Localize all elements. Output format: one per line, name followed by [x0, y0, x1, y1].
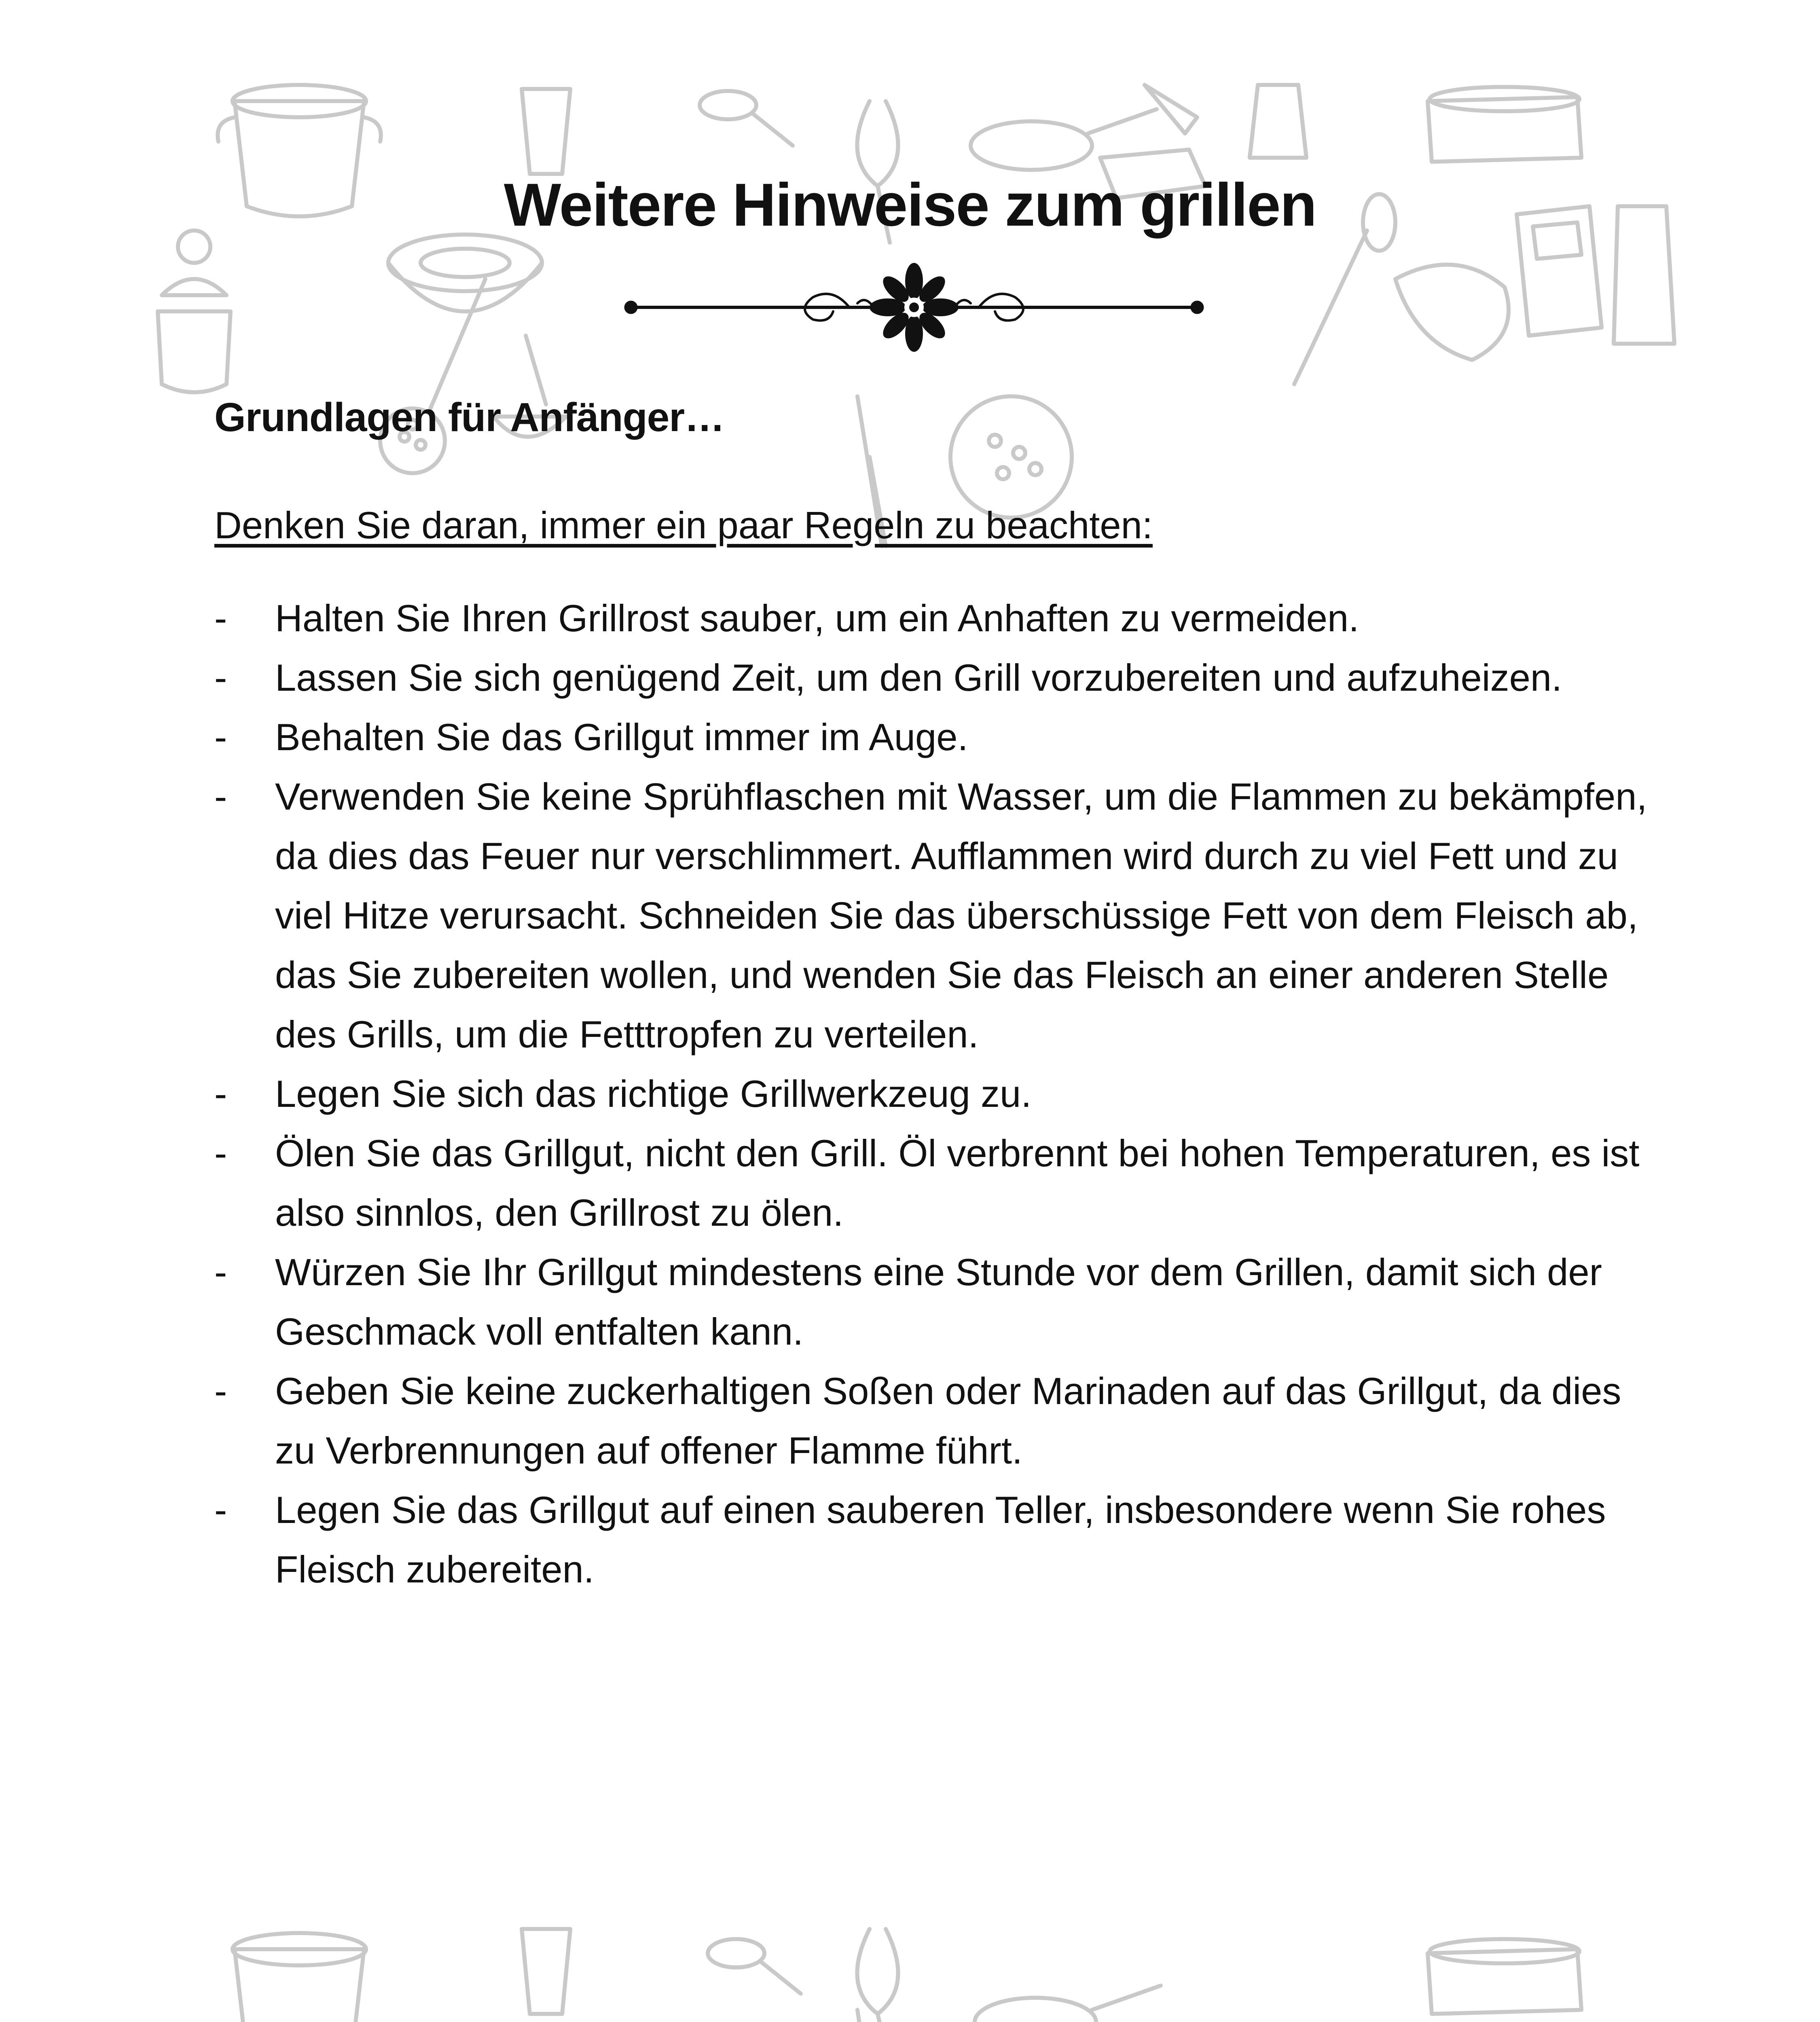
- spoon-icon: [708, 1939, 801, 1994]
- list-item: [214, 707, 1654, 767]
- list-item: [214, 767, 1654, 1064]
- rule-text: Behalten Sie das Grillgut immer im Auge.: [275, 716, 968, 758]
- bullet-dash: -: [214, 1072, 227, 1115]
- rolling-pin-icon: [857, 2010, 890, 2022]
- bullet-dash: -: [214, 1370, 227, 1412]
- spoon-icon: [700, 91, 793, 146]
- bullet-dash: -: [214, 656, 227, 699]
- cloth-icon: [1395, 264, 1509, 360]
- ornamental-divider: [623, 259, 1205, 356]
- glass-icon: [522, 1929, 570, 2014]
- bullet-dash: -: [214, 1132, 227, 1174]
- list-item: [214, 1123, 1654, 1242]
- intro-text: Denken Sie daran, immer ein paar Regeln zu beachten:: [214, 504, 1153, 546]
- bowl-icon: [388, 235, 542, 311]
- colander-icon: [950, 396, 1072, 518]
- rule-text: Legen Sie das Grillgut auf einen sauberen Teller, insbesondere wenn Sie rohes Fleisch zubereiten.: [275, 1489, 1606, 1591]
- rule-text: Ölen Sie das Grillgut, nicht den Grill. Öl verbrennt bei hohen Temperaturen, es ist also sinnlos, den Grillrost zu ölen.: [275, 1132, 1640, 1234]
- lidded-pot-icon: [158, 231, 231, 392]
- cake-pan-icon: [1428, 87, 1581, 162]
- rule-text: Verwenden Sie keine Sprühflaschen mit Wasser, um die Flammen zu bekämpfen, da dies das Feuer nur verschlimmert. Aufflammen wird durch zu viel Fett und zu viel Hitze verursacht. Schneiden Sie das überschüssige Fett von dem Fleisch ab, das Sie zubereiten wollen, und wenden Sie das Fleisch an einer anderen Stelle des Grills, um die Fetttropfen zu verteilen.: [275, 775, 1647, 1055]
- frying-pan-icon: [971, 109, 1157, 170]
- rules-list: [214, 588, 1654, 1599]
- section-heading: Grundlagen für Anfänger…: [214, 395, 725, 440]
- rule-text: Halten Sie Ihren Grillrost sauber, um ein Anhaften zu vermeiden.: [275, 597, 1359, 639]
- rule-text: Würzen Sie Ihr Grillgut mindestens eine Stunde vor dem Grillen, damit sich der Geschmack voll entfalten kann.: [275, 1251, 1602, 1353]
- flower-icon: [870, 263, 959, 352]
- cake-pan-icon: [1428, 1939, 1581, 2014]
- list-item: [214, 588, 1654, 648]
- rule-text: Lassen Sie sich genügend Zeit, um den Grill vorzubereiten und aufzuheizen.: [275, 656, 1562, 699]
- knife-icon: [1145, 85, 1197, 133]
- bullet-dash: -: [214, 716, 227, 758]
- list-item: [214, 1480, 1654, 1599]
- jar-icon: [1250, 85, 1306, 158]
- list-item: [214, 648, 1654, 707]
- rule-text: Legen Sie sich das richtige Grillwerkzeug zu.: [275, 1072, 1032, 1115]
- cooking-pot-icon: [233, 1933, 366, 2022]
- bullet-dash: -: [214, 597, 227, 639]
- bullet-dash: -: [214, 1489, 227, 1531]
- bullet-dash: -: [214, 775, 227, 818]
- kitchen-sketch-background-bottom: [0, 1897, 1820, 2022]
- list-item: [214, 1361, 1654, 1480]
- page-title: Weitere Hinweise zum grillen: [504, 171, 1316, 239]
- bullet-dash: -: [214, 1251, 227, 1293]
- glass-icon: [522, 89, 570, 174]
- list-item: [214, 1242, 1654, 1361]
- rule-text: Geben Sie keine zuckerhaltigen Soßen oder Marinaden auf das Grillgut, da dies zu Verbrennungen auf offener Flamme führt.: [275, 1370, 1621, 1472]
- skimmer-icon: [380, 279, 485, 473]
- frying-pan-icon: [975, 1986, 1161, 2022]
- whisk-icon: [857, 1929, 898, 2022]
- list-item: [214, 1064, 1654, 1123]
